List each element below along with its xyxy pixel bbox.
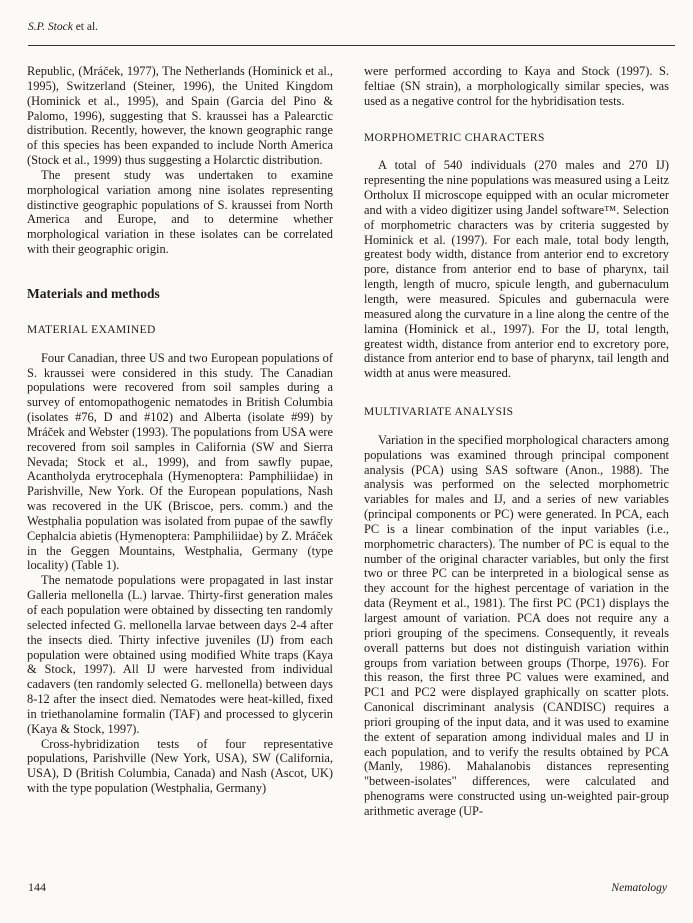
subsection-heading: MATERIAL EXAMINED bbox=[27, 323, 156, 336]
author-name: S.P. Stock bbox=[28, 21, 73, 33]
running-head bbox=[28, 21, 98, 33]
paragraph: Four Canadian, three US and two European populations of S. kraussei were considered in this study. The Canadian populations were recovered from soil samples during a survey of entomopathogenic nematodes in British Columbia (isolates #76, D and #102) and Alberta (isolate #99) by Mráček and Webster (1993). The populations from USA were recovered from soil samples in California (SW and Sierra Nevada; Stock et al., 1999), and from sawfly pupae, Acantholyda erytrocephala (Hymenoptera: Pamphiliidae) in Parishville, New York. Of the European populations, Nash was recovered in the UK (Briscoe, pers. comm.) and the Westphalia population was isolated from pupae of the sawfly Cephalcia abietis (Hymenoptera: Pamphiliidae) by Z. Mráček in the Geggen Mountains, Westphalia, Germany (type locality) (Table 1). bbox=[27, 350, 333, 573]
right-column bbox=[364, 64, 669, 819]
subsection-heading: MULTIVARIATE ANALYSIS bbox=[364, 406, 514, 419]
page-number: 144 bbox=[28, 880, 46, 894]
paragraph: The nematode populations were propagated in last instar Galleria mellonella (L.) larvae. Thirty-first generation males of each population were obtained by dissecting ten randomly selected infected G. mellonella larvae between days 2-4 after the insects died. Thirty infective juveniles (IJ) from each population were obtained using modified White traps (Kaya & Stock, 1997). All IJ were harvested from individual cadavers (ten randomly selected G. mellonella) between days 8-12 after the insect died. Nematodes were heat-killed, fixed in triethanolamine formalin (TAF) and processed to glycerin (Kaya & Stock, 1997). bbox=[27, 573, 333, 736]
author-suffix: et al. bbox=[72, 21, 99, 33]
section-heading: Materials and methods bbox=[27, 285, 160, 301]
journal-name: Nematology bbox=[611, 882, 667, 894]
paragraph: A total of 540 individuals (270 males and 270 IJ) representing the nine populations was measured using a Leitz Ortholux II microscope equipped with an ocular micrometer and with a video digitizer using Jandel software™. Selection of morphometric characters was by criteria suggested by Hominick et al. (1997). For each male, total body length, greatest body width, distance from anterior end to excretory pore, distance from anterior end to base of pharynx, tail length, length of mucro, spicule length, and gubernaculum length, were measured. Spicules and gubernacula were measured along the curvature in a line along the centre of the lamina (Hominick et al., 1997). For the IJ, total length, greatest width, distance from anterior end to excretory pore, distance from anterior end to base of pharynx, tail length and width at anus were measured. bbox=[364, 158, 669, 381]
subsection-heading: MORPHOMETRIC CHARACTERS bbox=[364, 131, 545, 144]
paragraph: Variation in the specified morphological characters among populations was examined through principal component analysis (PCA) using SAS software (Anon., 1988). The analysis was performed on the selected morphometric variables for males and IJ, and a series of new variables (principal components or PC) were generated. In PCA, each PC is a linear combination of the input variables (i.e., morphometric characters). The number of PC is equal to the number of the original character variables, but only the first two or three PC can be interpreted in a biological sense as they account for the highest percentage of variation in the data (Reyment et al., 1981). The first PC (PC1) displays the largest amount of variation. PCA does not require any a priori grouping of the specimens. Consequently, it reveals overall patterns but does not distinguish variation within groups from variation between groups (Thorpe, 1976). For this reason, the first three PC values were examined, and PC1 and PC2 were displayed graphically on scatter plots. Canonical discriminant analysis (CANDISC) requires a priori grouping of the input data, and it was used to examine the extent of separation among individual males and IJ in each population, and to verify the results obtained by PCA (Manly, 1986). Mahalanobis distances representing "between-isolates" differences, were calculated and phenograms were constructed using un-weighted pair-group arithmetic average (UP- bbox=[364, 432, 669, 818]
paragraph: Republic, (Mráček, 1977), The Netherlands (Hominick et al., 1995), Switzerland (Steiner, 1996), the United Kingdom (Hominick et al., 1995), and Spain (Garcia del Pino & Palomo, 1996), suggesting that S. kraussei has a Palearctic distribution. Recently, however, the known geographic range of this species has been expanded to include North America (Stock et al., 1999) thus suggesting a Holarctic distribution. bbox=[27, 64, 333, 168]
left-column bbox=[27, 64, 333, 796]
paragraph: The present study was undertaken to examine morphological variation among nine isolates representing distinctive geographic populations of S. kraussei from North America and Europe, and to determine whether morphological variation in these isolates can be correlated with their geographic origin. bbox=[27, 167, 333, 257]
paragraph: were performed according to Kaya and Stock (1997). S. feltiae (SN strain), a morphologically similar species, was used as a negative control for the hybridisation tests. bbox=[364, 64, 669, 108]
paragraph: Cross-hybridization tests of four representative populations, Parishville (New York, USA), SW (California, USA), D (British Columbia, Canada) and Nash (Ascot, UK) with the type population (Westphalia, Germany) bbox=[27, 736, 333, 796]
header-rule bbox=[28, 45, 675, 46]
